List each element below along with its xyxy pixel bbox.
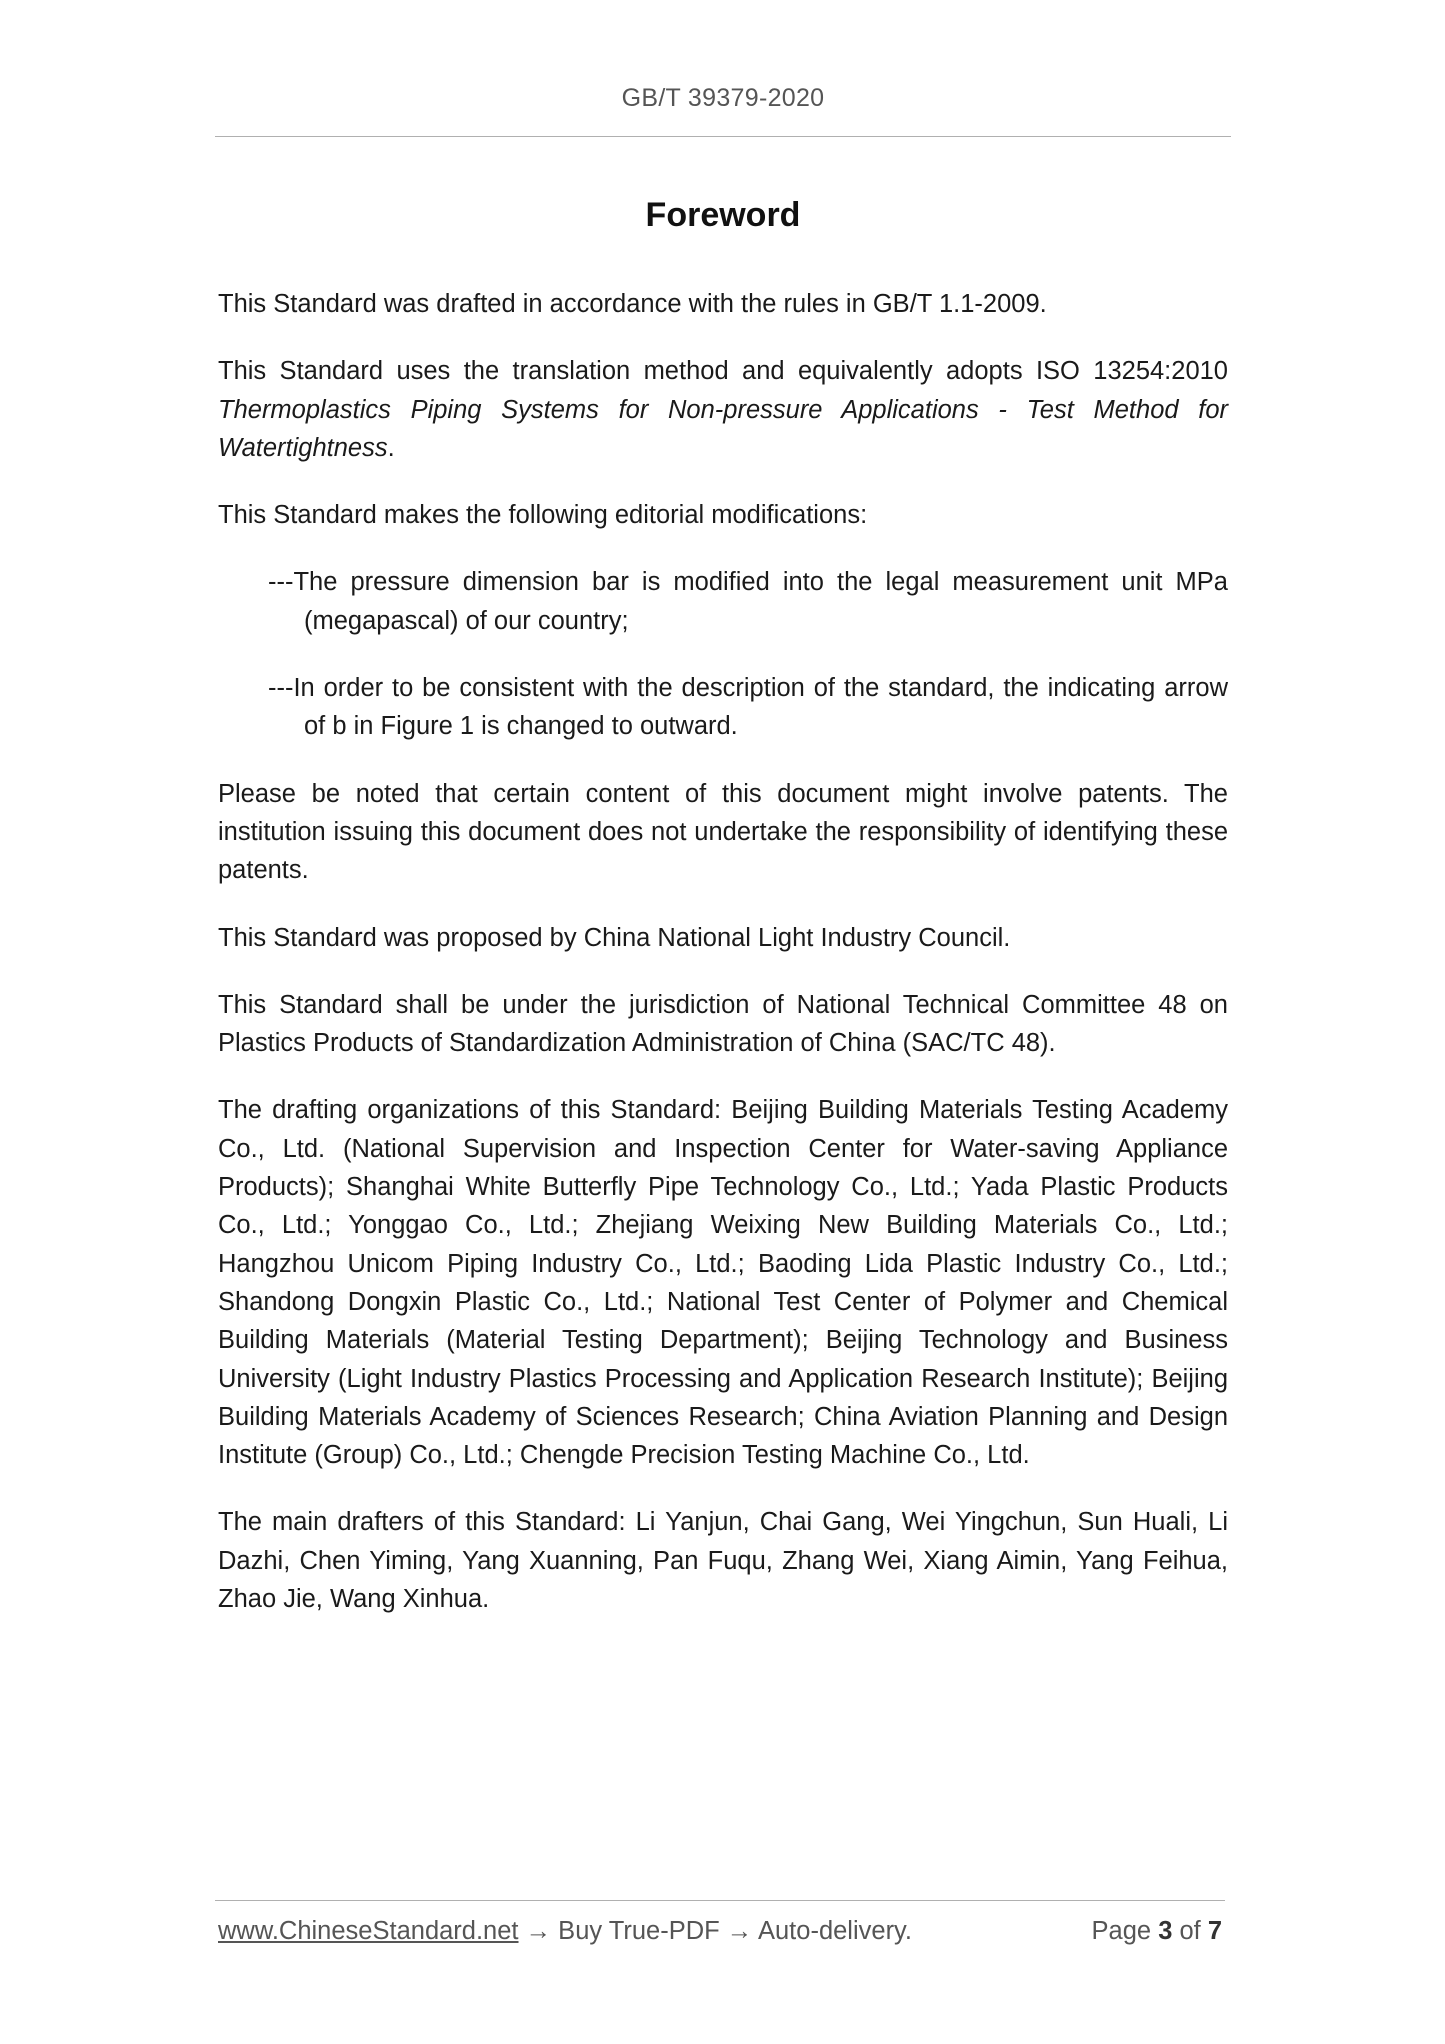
paragraph-modifications-intro: This Standard makes the following editorial modifications: (218, 501, 868, 530)
paragraph-patents: Please be noted that certain content of this document might involve patents. The institution issuing this document does not undertake the responsibility of identifying these patents. (218, 779, 1228, 885)
footer-divider (215, 1900, 1225, 1901)
paragraph-drafting-rules: This Standard was drafted in accordance with the rules in GB/T 1.1-2009. (218, 290, 1047, 318)
adoption-period: . (387, 433, 395, 462)
footer-promo (218, 1917, 912, 1946)
foreword-body (218, 285, 1228, 1647)
promo-text: → Buy True-PDF → Auto-delivery. (518, 1917, 912, 1945)
header-divider (215, 136, 1231, 137)
paragraph-drafting-organizations: The drafting organizations of this Standard: Beijing Building Materials Testing Academy Co., Ltd. (National Supervision and Inspection Center for Water-saving Appliance Products); Shanghai White Butterfly Pipe Technology Co., Ltd.; Yada Plastic Products Co., Ltd.; Yonggao Co., Ltd.; Zhejiang Weixing New Building Materials Co., Ltd.; Hangzhou Unicom Piping Industry Co., Ltd.; Baoding Lida Plastic Industry Co., Ltd.; Shandong Dongxin Plastic Co., Ltd.; National Test Center of Polymer and Chemical Building Materials (Material Testing Department); Beijing Technology and Business University (Light Industry Plastics Processing and Application Research Institute); Beijing Building Materials Academy of Sciences Research; China Aviation Planning and Design Institute (Group) Co., Ltd.; Chengde Precision Testing Machine Co., Ltd. (218, 1096, 1228, 1470)
current-page: 3 (1158, 1917, 1173, 1945)
paragraph-adoption (218, 352, 1228, 467)
of-label: of (1172, 1917, 1208, 1945)
page-label: Page (1091, 1917, 1159, 1945)
adopted-standard-title: Thermoplastics Piping Systems for Non-pressure Applications - Test Method for Watertightness (218, 395, 1228, 462)
adoption-text: This Standard uses the translation method and equivalently adopts ISO 13254:2010 (218, 357, 1228, 386)
running-header: GB/T 39379-2020 (621, 84, 825, 112)
modification-item: ---The pressure dimension bar is modified into the legal measurement unit MPa (megapascal) of our country; (268, 568, 1228, 635)
paragraph-drafters: The main drafters of this Standard: Li Yanjun, Chai Gang, Wei Yingchun, Sun Huali, Li Dazhi, Chen Yiming, Yang Xuanning, Pan Fuqu, Zhang Wei, Xiang Aimin, Yang Feihua, Zhao Jie, Wang Xinhua. (218, 1508, 1228, 1614)
modification-item: ---In order to be consistent with the description of the standard, the indicating arrow of b in Figure 1 is changed to outward. (268, 674, 1228, 741)
page-number (1092, 1917, 1222, 1946)
paragraph-proposer: This Standard was proposed by China National Light Industry Council. (218, 923, 1011, 952)
paragraph-jurisdiction: This Standard shall be under the jurisdiction of National Technical Committee 48 on Plastics Products of Standardization Administration of China (SAC/TC 48). (218, 990, 1228, 1058)
page-title: Foreword (645, 196, 801, 234)
website-link[interactable]: www.ChineseStandard.net (218, 1917, 519, 1945)
total-pages: 7 (1207, 1917, 1222, 1945)
